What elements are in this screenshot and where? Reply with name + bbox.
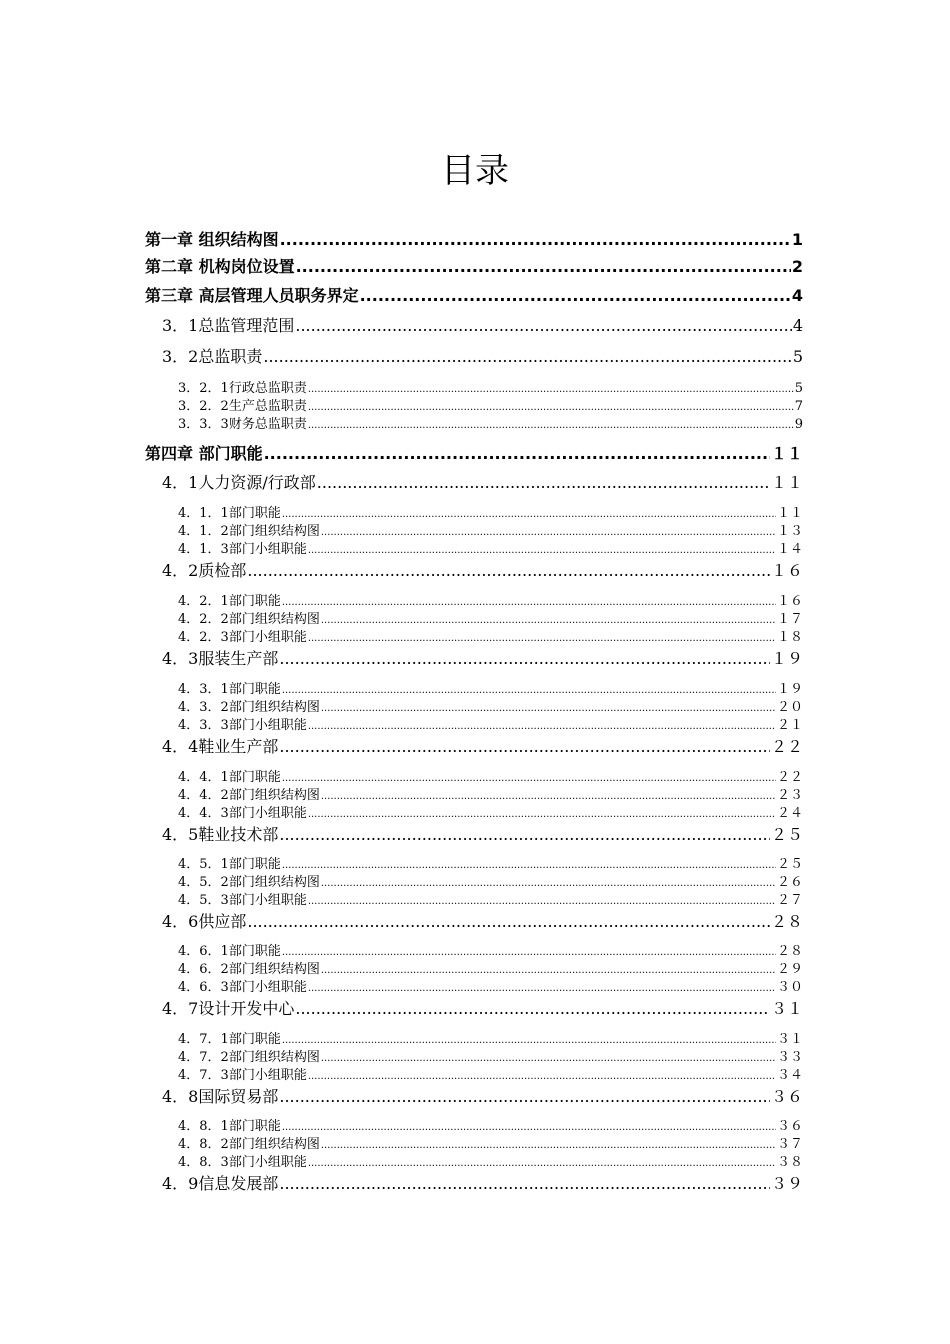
toc-leader-dots: [282, 1122, 776, 1133]
toc-entry-page-number: ３１: [770, 999, 803, 1018]
toc-entry-label: 4．7设计开发中心: [162, 999, 295, 1018]
toc-entry-page-number: ２７: [776, 893, 803, 908]
toc-entry-page-number: 7: [794, 399, 803, 414]
toc-entry-page-number: 5: [792, 347, 803, 366]
toc-entry-label: 3．2．1行政总监职责: [178, 381, 307, 396]
toc-leader-dots: [321, 1053, 776, 1064]
toc-entry-sub[interactable]: [178, 538, 803, 557]
toc-entry-page-number: １７: [776, 612, 803, 627]
toc-leader-dots: [264, 444, 770, 463]
toc-leader-dots: [282, 860, 776, 871]
toc-entry-chapter[interactable]: [145, 283, 803, 306]
toc-entry-label: 第三章 高层管理人员职务界定: [145, 286, 359, 305]
toc-entry-page-number: １１: [776, 506, 803, 521]
toc-entry-sub[interactable]: [178, 958, 803, 977]
toc-entry-page-number: １１: [770, 444, 803, 463]
toc-entry-label: 3．3．3财务总监职责: [178, 417, 307, 432]
toc-leader-dots: [308, 545, 776, 556]
toc-entry-label: 第四章 部门职能: [145, 444, 263, 463]
toc-entry-label: 4．8．1部门职能: [178, 1119, 281, 1134]
toc-entry-page-number: １６: [770, 561, 803, 580]
toc-entry-label: 第二章 机构岗位设置: [145, 257, 295, 276]
toc-leader-dots: [308, 402, 794, 413]
toc-entry-page-number: ３３: [776, 1050, 803, 1065]
toc-entry-page-number: 4: [792, 316, 803, 335]
toc-entry-page-number: ３１: [776, 1032, 803, 1047]
toc-entry-page-number: １８: [776, 630, 803, 645]
toc-entry-section[interactable]: [162, 470, 803, 493]
toc-entry-section[interactable]: [162, 313, 803, 336]
toc-entry-sub[interactable]: [178, 714, 803, 733]
toc-leader-dots: [317, 473, 770, 492]
toc-entry-label: 4．3．3部门小组职能: [178, 718, 307, 733]
toc-entry-label: 4．7．2部门组织结构图: [178, 1050, 320, 1065]
toc-entry-page-number: ２４: [776, 806, 803, 821]
toc-entry-sub[interactable]: [178, 626, 803, 645]
toc-entry-sub[interactable]: [178, 976, 803, 995]
toc-entry-label: 4．8．3部门小组职能: [178, 1155, 307, 1170]
toc-leader-dots: [308, 721, 776, 732]
toc-entry-label: 4．3．1部门职能: [178, 682, 281, 697]
toc-entry-page-number: ３０: [776, 980, 803, 995]
toc-entry-section[interactable]: [162, 1084, 803, 1107]
toc-leader-dots: [282, 773, 776, 784]
toc-leader-dots: [321, 878, 776, 889]
toc-entry-label: 4．2．2部门组织结构图: [178, 612, 320, 627]
toc-entry-label: 3．2总监职责: [162, 347, 263, 366]
toc-leader-dots: [279, 825, 770, 844]
toc-entry-label: 4．5．1部门职能: [178, 857, 281, 872]
toc-entry-sub[interactable]: [178, 1115, 803, 1134]
toc-entry-label: 3．1总监管理范围: [162, 316, 295, 335]
toc-entry-label: 4．7．1部门职能: [178, 1032, 281, 1047]
toc-entry-label: 3．2．2生产总监职责: [178, 399, 307, 414]
toc-entry-page-number: ２８: [770, 912, 803, 931]
toc-entry-label: 4．1人力资源/行政部: [162, 473, 316, 492]
toc-entry-sub[interactable]: [178, 1046, 803, 1065]
toc-entry-sub[interactable]: [178, 889, 803, 908]
toc-entry-sub[interactable]: [178, 853, 803, 872]
toc-entry-sub[interactable]: [178, 395, 803, 414]
toc-leader-dots: [282, 947, 776, 958]
toc-entry-page-number: ３８: [776, 1155, 803, 1170]
toc-entry-label: 4．6供应部: [162, 912, 247, 931]
toc-entry-sub[interactable]: [178, 377, 803, 396]
toc-leader-dots: [279, 1087, 770, 1106]
toc-leader-dots: [263, 347, 791, 366]
page-title: 目录: [441, 151, 509, 191]
toc-entry-sub[interactable]: [178, 784, 803, 803]
toc-entry-page-number: １３: [776, 524, 803, 539]
toc-entry-label: 4．5．2部门组织结构图: [178, 875, 320, 890]
toc-leader-dots: [321, 615, 776, 626]
toc-leader-dots: [308, 384, 794, 395]
toc-entry-sub[interactable]: [178, 1028, 803, 1047]
toc-entry-label: 4．4．2部门组织结构图: [178, 788, 320, 803]
toc-entry-chapter[interactable]: [145, 441, 803, 464]
toc-entry-page-number: １４: [776, 542, 803, 557]
toc-entry-sub[interactable]: [178, 608, 803, 627]
toc-entry-section[interactable]: [162, 822, 803, 845]
toc-leader-dots: [282, 509, 776, 520]
toc-leader-dots: [321, 527, 776, 538]
toc-entry-page-number: ３４: [776, 1068, 803, 1083]
toc-entry-label: 4．4．3部门小组职能: [178, 806, 307, 821]
toc-leader-dots: [295, 316, 791, 335]
toc-entry-sub[interactable]: [178, 696, 803, 715]
toc-leader-dots: [308, 809, 776, 820]
toc-entry-page-number: １１: [770, 473, 803, 492]
toc-entry-sub[interactable]: [178, 678, 803, 697]
toc-entry-label: 4．4鞋业生产部: [162, 737, 279, 756]
toc-leader-dots: [282, 597, 776, 608]
toc-leader-dots: [247, 912, 770, 931]
toc-entry-page-number: ２５: [770, 825, 803, 844]
toc-entry-label: 4．7．3部门小组职能: [178, 1068, 307, 1083]
toc-entry-page-number: ２２: [776, 770, 803, 785]
toc-entry-sub[interactable]: [178, 871, 803, 890]
toc-leader-dots: [321, 1140, 776, 1151]
toc-entry-sub[interactable]: [178, 1133, 803, 1152]
toc-entry-label: 4．5鞋业技术部: [162, 825, 279, 844]
toc-entry-page-number: ２１: [776, 718, 803, 733]
toc-entry-sub[interactable]: [178, 766, 803, 785]
toc-leader-dots: [308, 1071, 776, 1082]
toc-entry-label: 4．4．1部门职能: [178, 770, 281, 785]
toc-entry-sub[interactable]: [178, 502, 803, 521]
toc-entry-label: 4．1．2部门组织结构图: [178, 524, 320, 539]
toc-entry-label: 第一章 组织结构图: [145, 230, 279, 249]
toc-entry-label: 4．6．1部门职能: [178, 944, 281, 959]
toc-entry-page-number: ３７: [776, 1137, 803, 1152]
toc-entry-sub[interactable]: [178, 1151, 803, 1170]
toc-entry-sub[interactable]: [178, 802, 803, 821]
toc-entry-page-number: 5: [794, 381, 803, 396]
toc-entry-section[interactable]: [162, 646, 803, 669]
toc-entry-page-number: １９: [770, 649, 803, 668]
toc-entry-label: 4．3．2部门组织结构图: [178, 700, 320, 715]
toc-leader-dots: [308, 1158, 776, 1169]
toc-entry-page-number: ２０: [776, 700, 803, 715]
toc-entry-page-number: 4: [791, 286, 803, 305]
toc-leader-dots: [308, 633, 776, 644]
toc-entry-sub[interactable]: [178, 520, 803, 539]
toc-entry-section[interactable]: [162, 1171, 803, 1194]
toc-leader-dots: [321, 703, 776, 714]
toc-entry-page-number: 2: [791, 257, 803, 276]
toc-entry-label: 4．8国际贸易部: [162, 1087, 279, 1106]
toc-leader-dots: [308, 420, 794, 431]
toc-entry-label: 4．1．1部门职能: [178, 506, 281, 521]
toc-leader-dots: [321, 791, 776, 802]
toc-entry-label: 4．5．3部门小组职能: [178, 893, 307, 908]
toc-entry-page-number: 9: [794, 417, 803, 432]
toc-entry-section[interactable]: [162, 996, 803, 1019]
toc-entry-label: 4．3服装生产部: [162, 649, 279, 668]
toc-entry-page-number: ２３: [776, 788, 803, 803]
toc-leader-dots: [360, 286, 791, 305]
toc-leader-dots: [321, 965, 776, 976]
toc-entry-section[interactable]: [162, 558, 803, 581]
toc-entry-label: 4．2．3部门小组职能: [178, 630, 307, 645]
toc-entry-label: 4．8．2部门组织结构图: [178, 1137, 320, 1152]
toc-entry-section[interactable]: [162, 344, 803, 367]
toc-entry-page-number: ３６: [776, 1119, 803, 1134]
toc-entry-sub[interactable]: [178, 413, 803, 432]
toc-entry-page-number: 1: [791, 230, 803, 249]
toc-entry-page-number: １９: [776, 682, 803, 697]
toc-entry-page-number: ３６: [770, 1087, 803, 1106]
toc-entry-label: 4．2．1部门职能: [178, 594, 281, 609]
toc-leader-dots: [295, 999, 770, 1018]
toc-leader-dots: [308, 983, 776, 994]
toc-entry-sub[interactable]: [178, 940, 803, 959]
toc-entry-page-number: ２６: [776, 875, 803, 890]
toc-leader-dots: [296, 257, 791, 276]
toc-entry-label: 4．2质检部: [162, 561, 247, 580]
toc-entry-label: 4．1．3部门小组职能: [178, 542, 307, 557]
toc-leader-dots: [308, 896, 776, 907]
toc-entry-page-number: ２２: [770, 737, 803, 756]
toc-entry-page-number: ３９: [770, 1174, 803, 1193]
toc-entry-label: 4．9信息发展部: [162, 1174, 279, 1193]
toc-leader-dots: [282, 1035, 776, 1046]
toc-leader-dots: [279, 1174, 770, 1193]
toc-leader-dots: [247, 561, 770, 580]
toc-entry-sub[interactable]: [178, 590, 803, 609]
toc-entry-section[interactable]: [162, 734, 803, 757]
toc-entry-label: 4．6．2部门组织结构图: [178, 962, 320, 977]
toc-entry-section[interactable]: [162, 909, 803, 932]
toc-leader-dots: [282, 685, 776, 696]
toc-leader-dots: [279, 649, 770, 668]
toc-entry-page-number: １６: [776, 594, 803, 609]
toc-entry-chapter[interactable]: [145, 227, 803, 250]
toc-entry-page-number: ２８: [776, 944, 803, 959]
toc-entry-label: 4．6．3部门小组职能: [178, 980, 307, 995]
toc-leader-dots: [279, 737, 770, 756]
toc-entry-page-number: ２５: [776, 857, 803, 872]
toc-leader-dots: [280, 230, 791, 249]
toc-entry-chapter[interactable]: [145, 254, 803, 277]
toc-entry-sub[interactable]: [178, 1064, 803, 1083]
toc-entry-page-number: ２９: [776, 962, 803, 977]
